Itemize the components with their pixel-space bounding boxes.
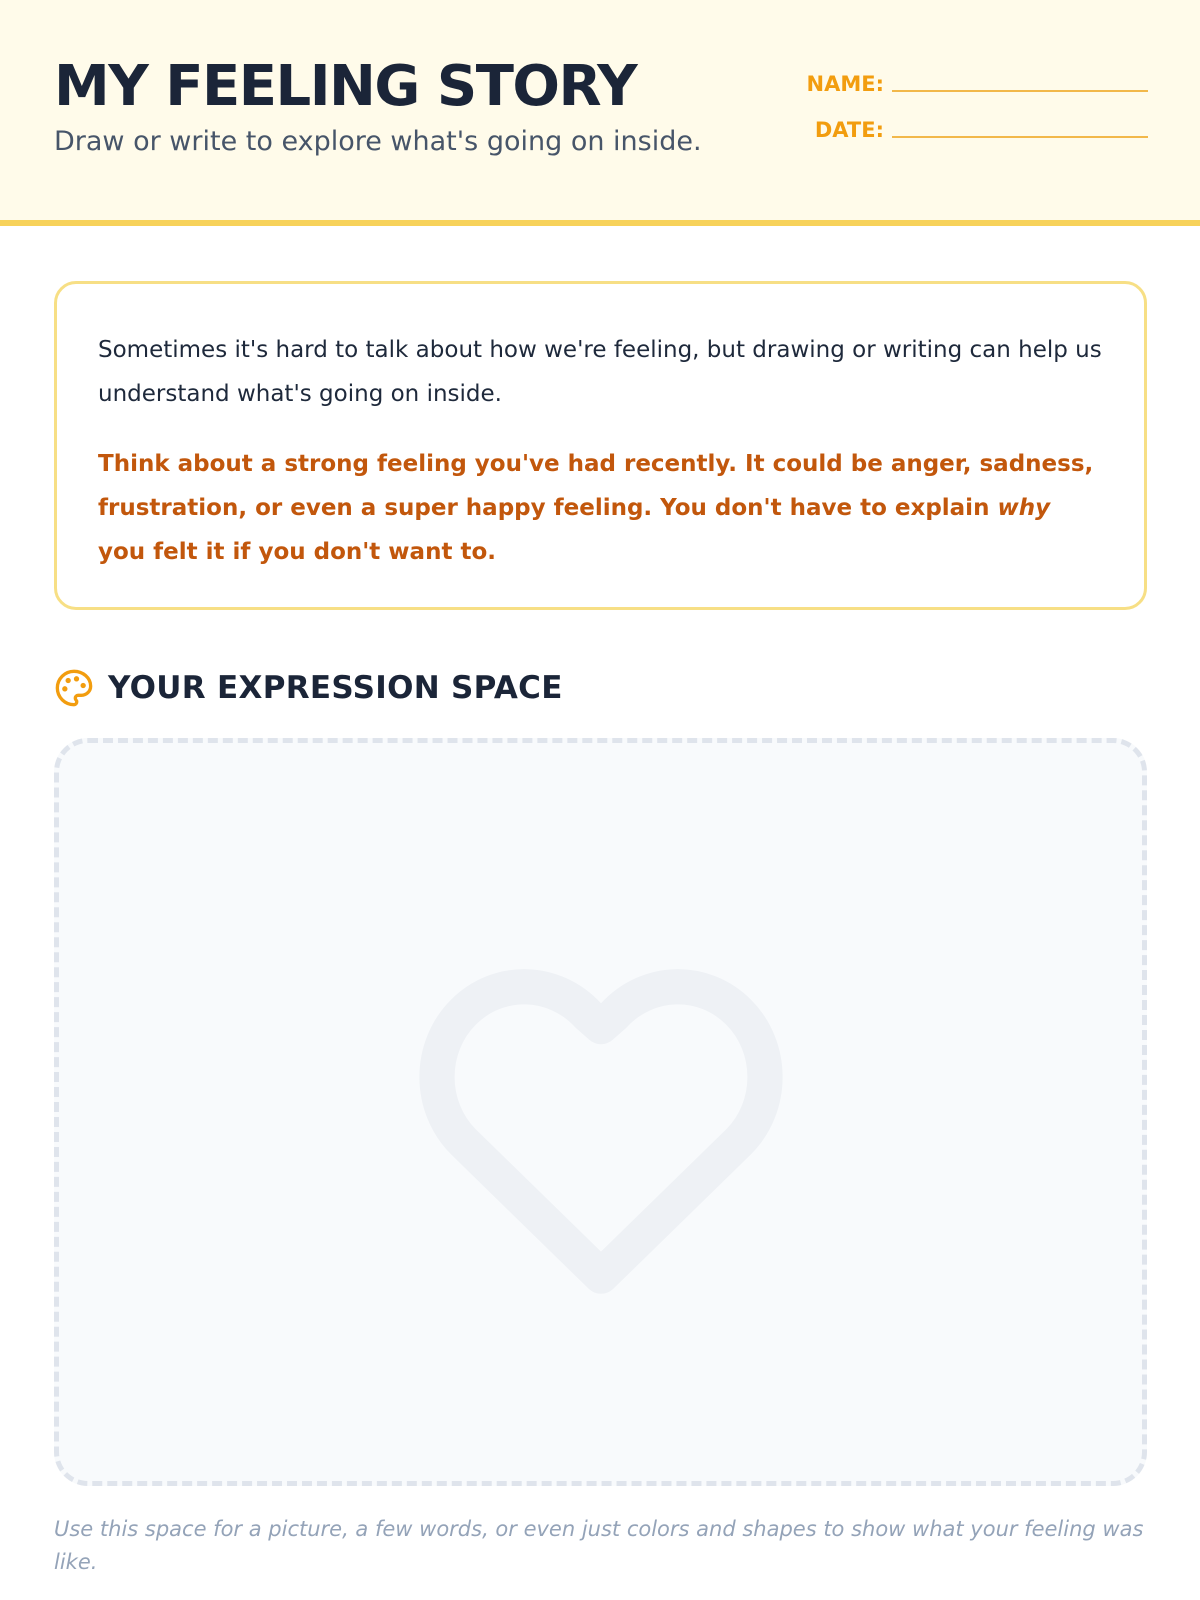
expression-canvas[interactable] [54, 738, 1147, 1486]
section-title: YOUR EXPRESSION SPACE [108, 670, 563, 706]
intro-paragraph: Sometimes it's hard to talk about how we're feeling, but drawing or writing can help us understand what's going on inside. [98, 337, 1102, 407]
section-header [54, 668, 563, 708]
intro-box [54, 281, 1147, 610]
header [0, 0, 1200, 226]
page-title: MY FEELING STORY [54, 54, 637, 119]
prompt-text-start: Think about a strong feeling you've had recently. It could be anger, sadness, frustration, or even a super happy feeling. You don't have to explain [98, 451, 1094, 521]
page-subtitle: Draw or write to explore what's going on inside. [54, 126, 702, 157]
prompt-emphasis: why [997, 495, 1051, 521]
name-field[interactable] [807, 72, 1148, 96]
prompt-text-end: you felt it if you don't want to. [98, 539, 496, 565]
name-label: NAME: [806, 72, 884, 96]
date-field[interactable] [815, 118, 1148, 142]
prompt-paragraph [98, 442, 1104, 574]
canvas-instructions: Use this space for a picture, a few words, or even just colors and shapes to show what your feeling was like. [54, 1517, 1144, 1574]
palette-icon [54, 668, 94, 708]
heart-icon [409, 953, 793, 1305]
date-line[interactable] [892, 136, 1148, 138]
date-label: DATE: [814, 118, 884, 142]
name-line[interactable] [892, 90, 1148, 92]
